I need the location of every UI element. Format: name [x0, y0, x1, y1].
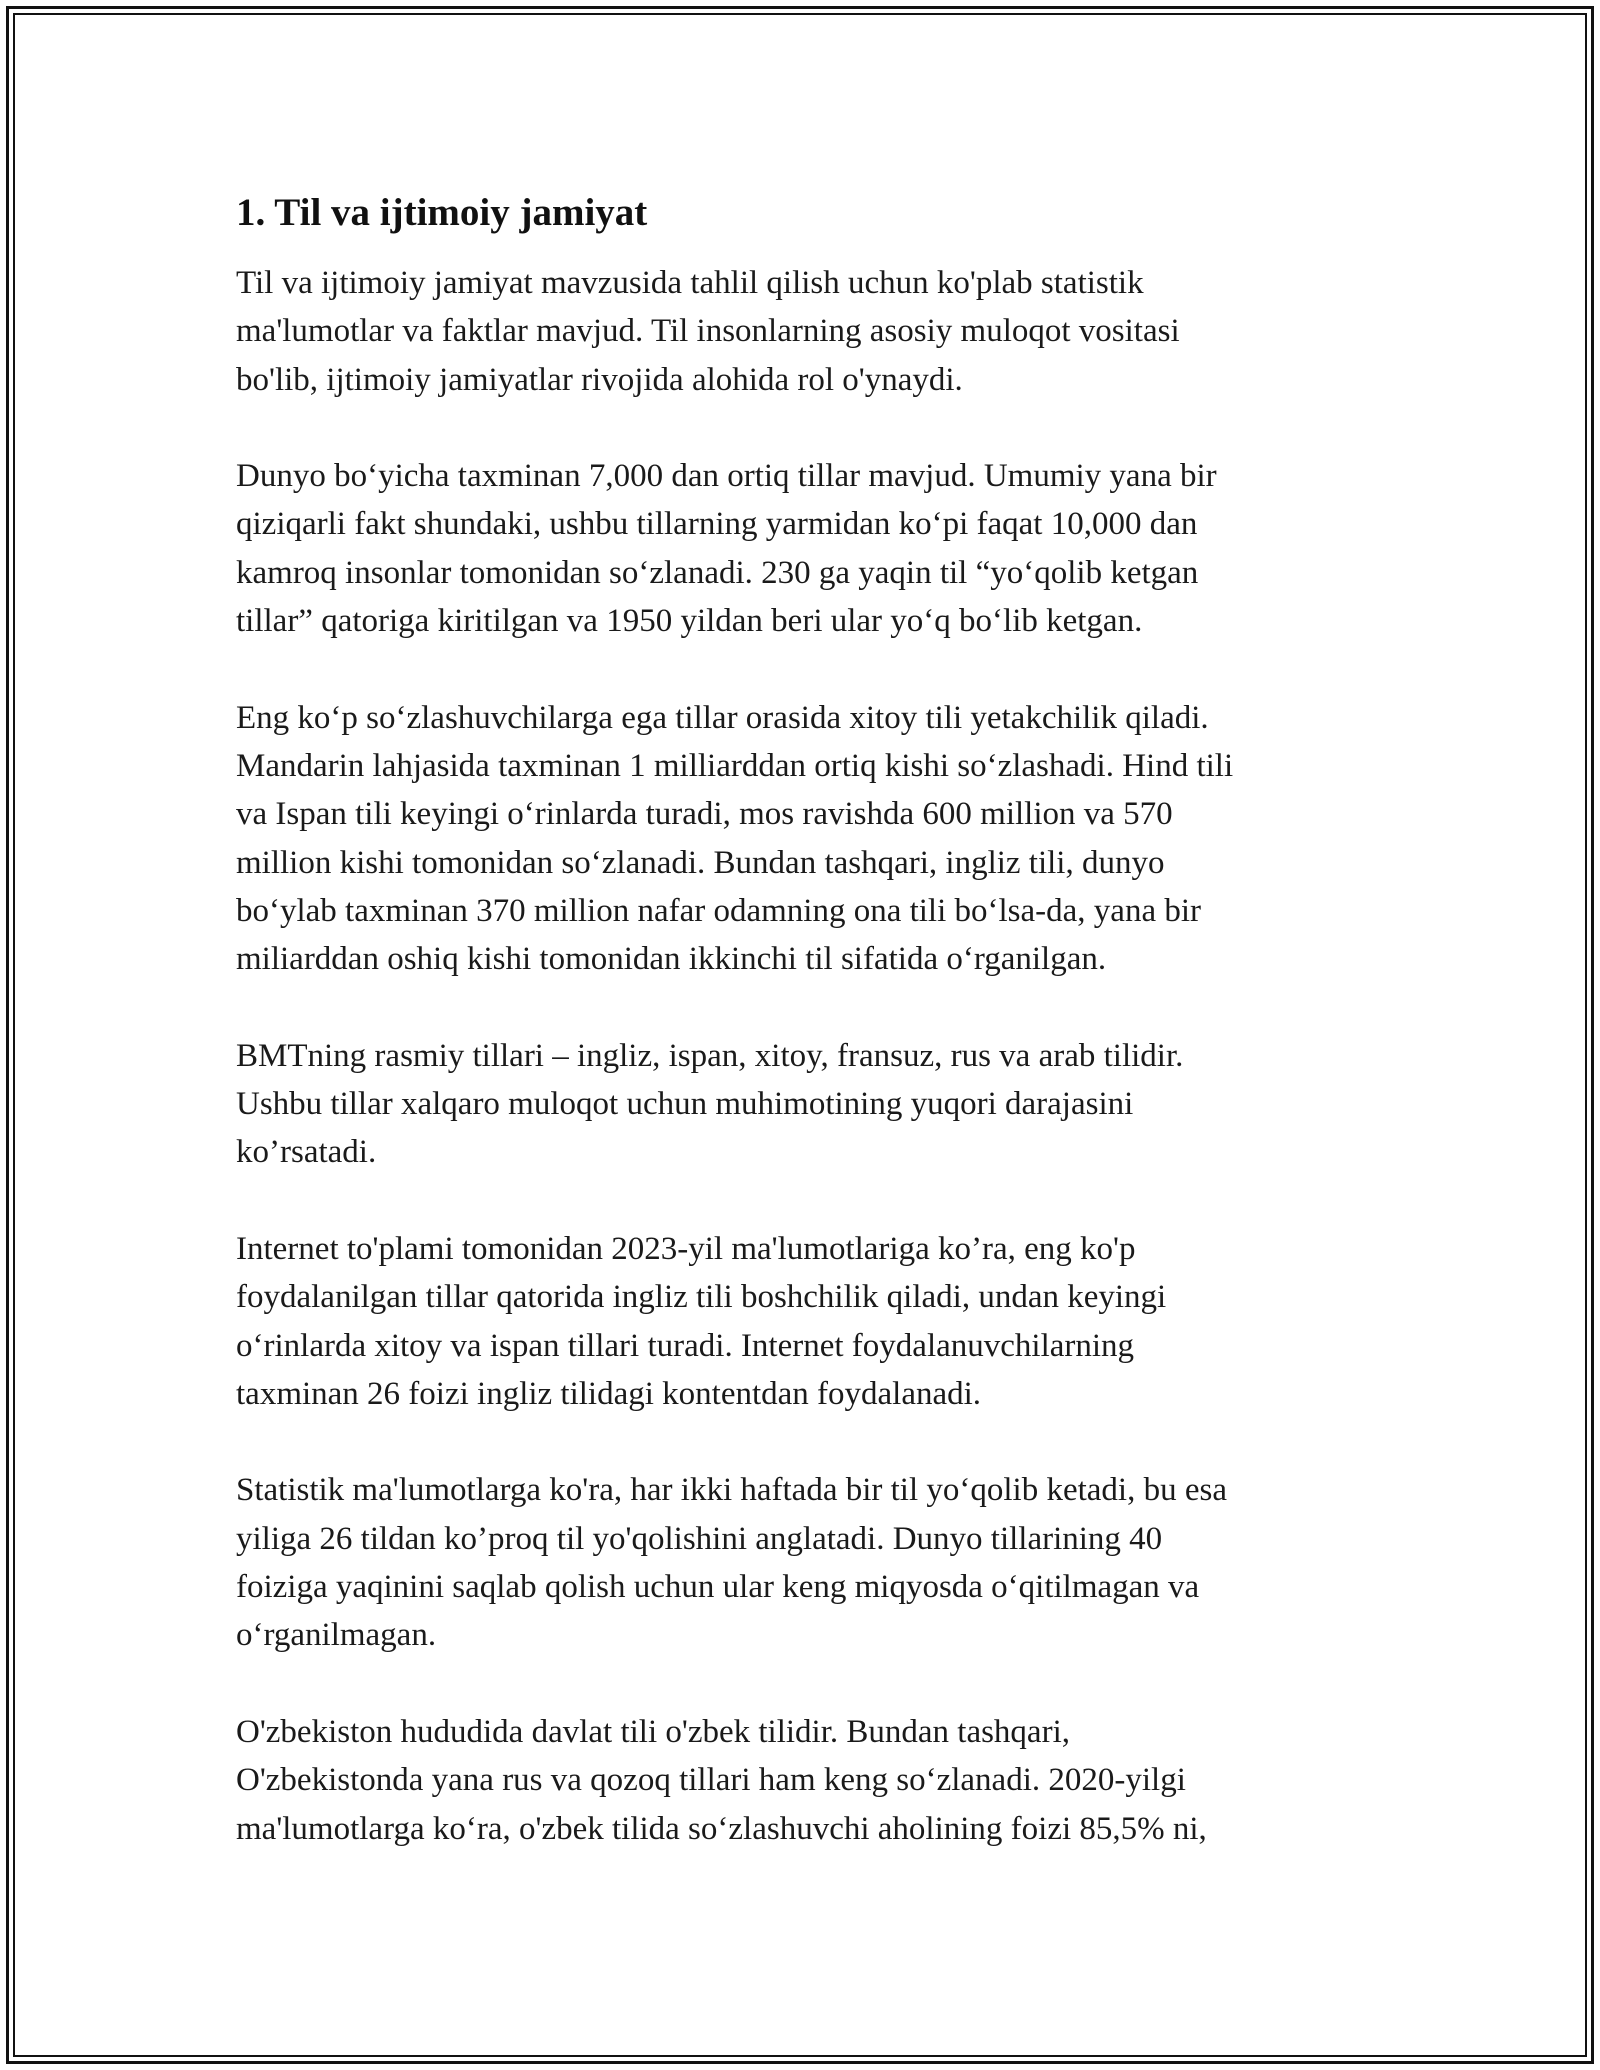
paragraph-line: va Ispan tili keyingi o‘rinlarda turadi, mos ravishda 600 million va 570 — [236, 796, 1173, 833]
paragraph-line: ko’rsatadi. — [236, 1134, 377, 1171]
paragraph-line: foydalanilgan tillar qatorida ingliz tili boshchilik qiladi, undan keyingi — [236, 1279, 1167, 1316]
paragraph — [236, 1466, 1376, 1659]
paragraph — [236, 452, 1376, 645]
paragraph — [236, 1225, 1376, 1418]
paragraph — [236, 259, 1376, 404]
paragraph-line: Dunyo bo‘yicha taxminan 7,000 dan ortiq tillar mavjud. Umumiy yana bir — [236, 458, 1217, 495]
paragraph-line: kamroq insonlar tomonidan so‘zlanadi. 230 ga yaqin til “yo‘qolib ketgan — [236, 554, 1199, 591]
paragraph — [236, 694, 1376, 984]
paragraph-list — [236, 259, 1376, 1853]
paragraph-line: Til va ijtimoiy jamiyat mavzusida tahlil qilish uchun ko'plab statistik — [236, 265, 1144, 301]
paragraph-line: O'zbekiston hududida davlat tili o'zbek tilidir. Bundan tashqari, — [236, 1713, 1070, 1750]
paragraph-line: Ushbu tillar xalqaro muloqot uchun muhimotining yuqori darajasini — [236, 1086, 1134, 1123]
paragraph-line: Eng ko‘p so‘zlashuvchilarga ega tillar orasida xitoy tili yetakchilik qiladi. — [236, 699, 1209, 736]
paragraph-line: tillar” qatoriga kiritilgan va 1950 yildan beri ular yo‘q bo‘lib ketgan. — [236, 603, 1143, 640]
paragraph-line: o‘rganilmagan. — [236, 1617, 437, 1654]
paragraph-line: qiziqarli fakt shundaki, ushbu tillarning yarmidan ko‘pi faqat 10,000 dan — [236, 506, 1198, 543]
paragraph-line: bo'lib, ijtimoiy jamiyatlar rivojida alohida rol o'ynaydi. — [236, 361, 963, 398]
paragraph-line: ma'lumotlarga ko‘ra, o'zbek tilida so‘zlashuvchi aholining foizi 85,5% ni, — [236, 1810, 1207, 1847]
paragraph-line: o‘rinlarda xitoy va ispan tillari turadi. Internet foydalanuvchilarning — [236, 1327, 1135, 1364]
paragraph-line: Statistik ma'lumotlarga ko'ra, har ikki haftada bir til yo‘qolib ketadi, bu esa — [236, 1472, 1227, 1509]
paragraph-line: foiziga yaqinini saqlab qolish uchun ular keng miqyosda o‘qitilmagan va — [236, 1569, 1200, 1606]
paragraph-line: miliarddan oshiq kishi tomonidan ikkinchi til sifatida o‘rganilgan. — [236, 941, 1107, 978]
paragraph-line: million kishi tomonidan so‘zlanadi. Bundan tashqari, ingliz tili, dunyo — [236, 844, 1165, 881]
paragraph — [236, 1032, 1376, 1177]
paragraph-line: taxminan 26 foizi ingliz tilidagi kontentdan foydalanadi. — [236, 1375, 982, 1412]
paragraph — [236, 1708, 1376, 1853]
paragraph-line: ma'lumotlar va faktlar mavjud. Til insonlarning asosiy muloqot vositasi — [236, 313, 1180, 350]
paragraph-line: O'zbekistonda yana rus va qozoq tillari ham keng so‘zlanadi. 2020-yilgi — [236, 1762, 1186, 1799]
paragraph-line: Internet to'plami tomonidan 2023-yil ma'lumotlariga ko’ra, eng ko'p — [236, 1230, 1136, 1267]
paragraph-line: Mandarin lahjasida taxminan 1 milliarddan ortiq kishi so‘zlashadi. Hind tili — [236, 747, 1234, 784]
section-heading: 1. Til va ijtimoiy jamiyat — [236, 191, 648, 234]
paragraph-line: BMTning rasmiy tillari – ingliz, ispan, xitoy, fransuz, rus va arab tilidir. — [236, 1037, 1184, 1074]
paragraph-line: yiliga 26 tildan ko’proq til yo'qolishini anglatadi. Dunyo tillarining 40 — [236, 1520, 1163, 1557]
paragraph-line: bo‘ylab taxminan 370 million nafar odamning ona tili bo‘lsa-da, yana bir — [236, 892, 1202, 929]
document-page — [236, 187, 1376, 1901]
